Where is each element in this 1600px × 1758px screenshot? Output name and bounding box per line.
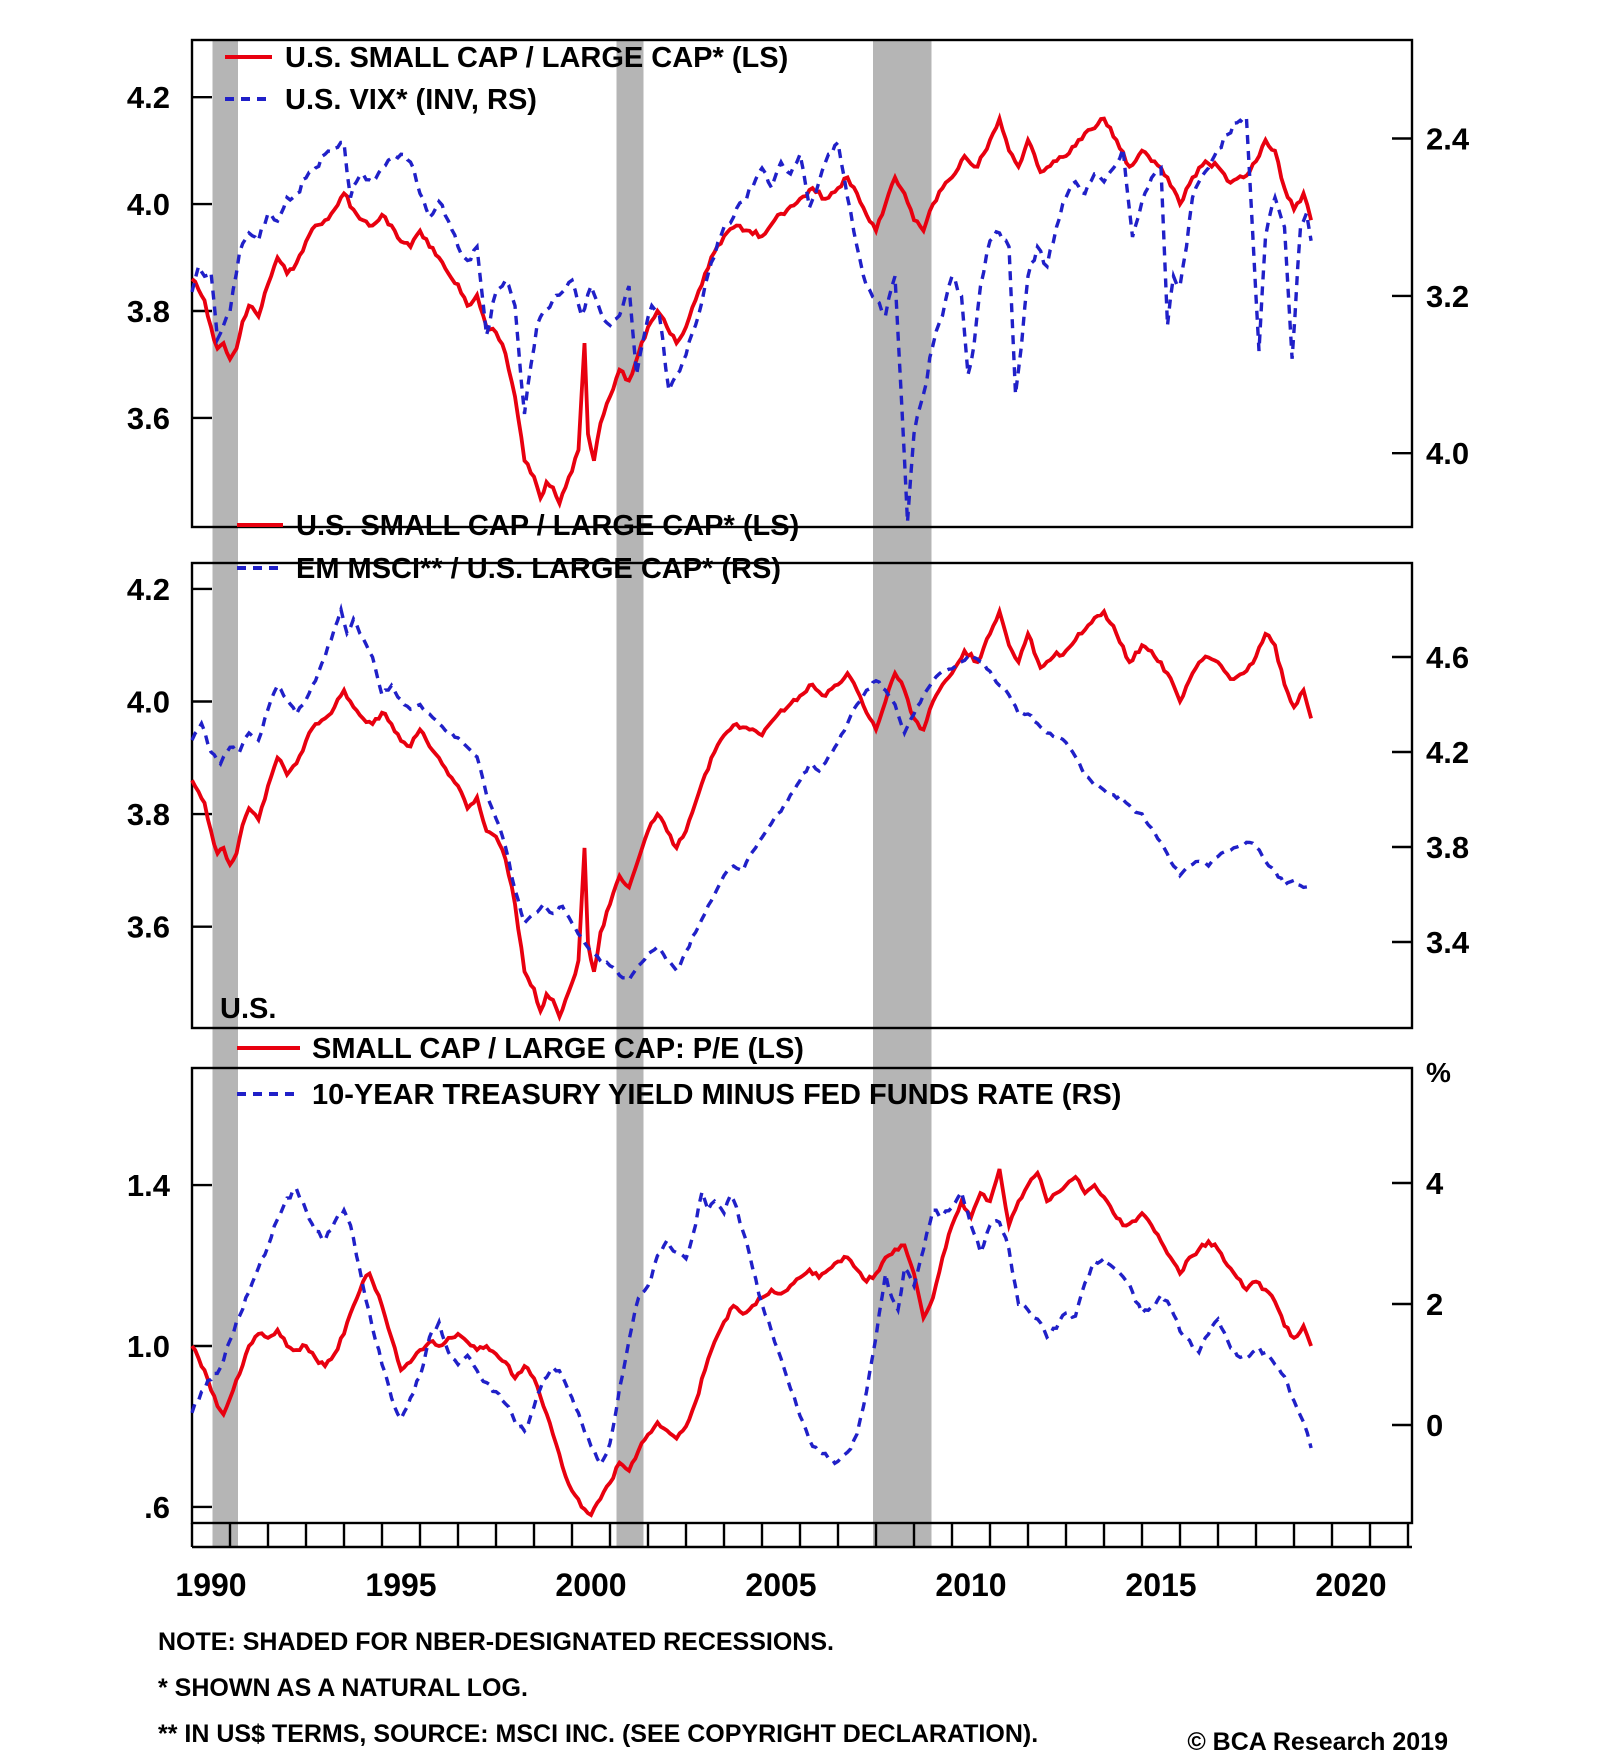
right-axis-tick-label: 3.2 [1426,278,1470,314]
recession-band [617,40,644,1547]
right-axis-tick-label: 4 [1426,1166,1444,1201]
panel-1-series [192,119,1311,522]
panel-3-legend [220,993,1121,1111]
right-axis-tick-label: 2 [1426,1287,1444,1322]
right-axis-tick-label: 3.4 [1426,925,1470,960]
left-axis-tick-label: 4.0 [126,187,170,223]
legend-label-small-large-ls-2: U.S. SMALL CAP / LARGE CAP* (LS) [296,510,800,542]
left-axis-tick-label: 3.6 [126,400,170,436]
panel-2-frame [192,563,1412,1028]
right-axis-tick-label: 4.0 [1426,436,1470,472]
legend-label-pe-ratio: SMALL CAP / LARGE CAP: P/E (LS) [312,1033,804,1065]
series-line-em-msci-u-s-large-cap-rs [192,610,1311,981]
series-line-10-year-treasury-yield-minus-fed-funds-rate-rs [192,1189,1311,1464]
footnote-natural-log: * SHOWN AS A NATURAL LOG. [158,1674,528,1702]
x-axis-year-label: 2015 [1125,1567,1197,1603]
legend-label-small-large-ls: U.S. SMALL CAP / LARGE CAP* (LS) [285,42,789,74]
legend-label-em-msci: EM MSCI** / U.S. LARGE CAP* (RS) [296,553,781,585]
x-axis-year-label: 2000 [555,1567,627,1603]
x-axis-year-labels [175,1567,1386,1603]
series-line-u-s-vix-inv-rs [192,119,1311,522]
copyright: © BCA Research 2019 [1187,1728,1448,1756]
panel-3-series [192,1169,1311,1515]
footnote-msci: ** IN US$ TERMS, SOURCE: MSCI INC. (SEE COPYRIGHT DECLARATION). [158,1720,1039,1748]
recession-bands [213,40,932,1547]
series-line-small-cap-large-cap-p-e-ls [192,1169,1311,1515]
left-axis-tick-label: 1.0 [126,1329,170,1364]
left-axis-tick-label: 3.8 [126,294,170,329]
left-axis-tick-label: 4.2 [126,80,170,116]
left-axis-tick-label: 3.8 [126,797,170,833]
x-axis-year-label: 1990 [175,1567,247,1603]
series-line-u-s-small-cap-large-cap-ls [192,119,1311,504]
recession-band [213,40,239,1547]
legend-label-vix: U.S. VIX* (INV, RS) [285,84,537,116]
right-axis-tick-label: 0 [1426,1408,1444,1443]
left-axis-tick-label: 4.0 [126,684,170,720]
right-axis-tick-label: 3.8 [1426,830,1470,865]
right-axis-tick-label: 2.4 [1426,121,1470,157]
x-axis-year-label: 1995 [365,1567,437,1603]
panel-1-legend [225,42,788,116]
footnote-note: NOTE: SHADED FOR NBER-DESIGNATED RECESSIONS. [158,1628,834,1656]
panel-3-frame [192,1068,1412,1523]
left-axis-tick-label: 4.2 [126,571,170,607]
axis-tick-labels [127,80,1470,1525]
legend-label-yield-spread: 10-YEAR TREASURY YIELD MINUS FED FUNDS RATE (RS) [312,1079,1122,1111]
legend-prefix-us: U.S. [220,993,277,1025]
left-axis-tick-label: 3.6 [126,909,170,945]
right-axis-tick-label: 4.2 [1426,735,1470,770]
data-series [192,119,1311,1515]
x-axis-year-label: 2020 [1315,1567,1387,1603]
right-axis-unit-label: % [1426,1057,1451,1088]
axis-ticks [192,97,1412,1547]
x-axis-year-label: 2005 [745,1567,817,1603]
left-axis-tick-label: .6 [144,1489,170,1525]
right-axis-tick-label: 4.6 [1426,640,1470,675]
left-axis-tick-label: 1.4 [126,1168,170,1204]
x-axis-year-label: 2010 [935,1567,1007,1603]
panel-2-legend [237,510,799,585]
panel-2-series [192,610,1311,1017]
